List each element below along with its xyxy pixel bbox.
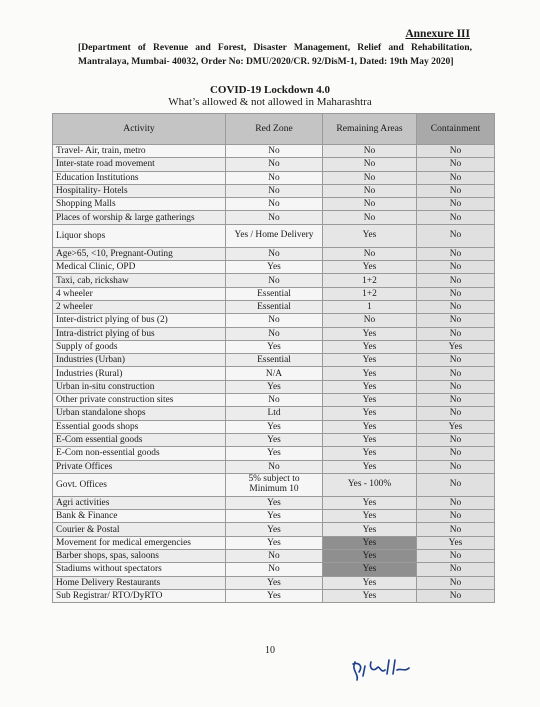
- table-row: [53, 211, 495, 224]
- remaining-areas-cell: 1+2: [323, 274, 417, 287]
- table-header-row: [53, 114, 495, 145]
- red-zone-cell: No: [226, 211, 323, 224]
- activity-cell: Barber shops, spas, saloons: [53, 550, 226, 563]
- activity-cell: Industries (Rural): [53, 367, 226, 380]
- containment-cell: No: [417, 460, 495, 473]
- remaining-areas-cell: No: [323, 247, 417, 260]
- table-row: [53, 563, 495, 576]
- red-zone-cell: No: [226, 145, 323, 158]
- table-row: [53, 589, 495, 602]
- red-zone-cell: No: [226, 550, 323, 563]
- containment-cell: No: [417, 198, 495, 211]
- activity-cell: E-Com non-essential goods: [53, 447, 226, 460]
- activity-cell: Inter-district plying of bus (2): [53, 314, 226, 327]
- activity-cell: Shopping Malls: [53, 198, 226, 211]
- red-zone-cell: Yes: [226, 536, 323, 549]
- red-zone-cell: No: [226, 327, 323, 340]
- containment-cell: No: [417, 473, 495, 496]
- column-header-remaining-areas: Remaining Areas: [323, 114, 417, 145]
- remaining-areas-cell: 1: [323, 300, 417, 313]
- table-row: [53, 327, 495, 340]
- red-zone-cell: Yes: [226, 510, 323, 523]
- table-row: [53, 510, 495, 523]
- red-zone-cell: Yes: [226, 447, 323, 460]
- activity-cell: Other private construction sites: [53, 394, 226, 407]
- red-zone-cell: Yes: [226, 420, 323, 433]
- activity-cell: Education Institutions: [53, 171, 226, 184]
- table-row: [53, 394, 495, 407]
- remaining-areas-cell: No: [323, 158, 417, 171]
- containment-cell: No: [417, 261, 495, 274]
- red-zone-cell: Yes: [226, 433, 323, 446]
- table-row: [53, 287, 495, 300]
- activity-cell: Supply of goods: [53, 340, 226, 353]
- containment-cell: No: [417, 496, 495, 509]
- activity-cell: Age>65, <10, Pregnant-Outing: [53, 247, 226, 260]
- containment-cell: No: [417, 523, 495, 536]
- red-zone-cell: Yes: [226, 496, 323, 509]
- containment-cell: No: [417, 224, 495, 247]
- activity-cell: Private Offices: [53, 460, 226, 473]
- table-row: [53, 380, 495, 393]
- red-zone-cell: No: [226, 394, 323, 407]
- containment-cell: No: [417, 447, 495, 460]
- activity-cell: Movement for medical emergencies: [53, 536, 226, 549]
- containment-cell: No: [417, 367, 495, 380]
- column-header-containment: Containment: [417, 114, 495, 145]
- activity-cell: Home Delivery Restaurants: [53, 576, 226, 589]
- column-header-activity: Activity: [53, 114, 226, 145]
- containment-cell: No: [417, 247, 495, 260]
- table-row: [53, 300, 495, 313]
- red-zone-cell: No: [226, 158, 323, 171]
- remaining-areas-cell: No: [323, 184, 417, 197]
- red-zone-cell: No: [226, 563, 323, 576]
- red-zone-cell: No: [226, 460, 323, 473]
- table-row: [53, 433, 495, 446]
- annexure-label: Annexure III: [405, 28, 470, 40]
- containment-cell: No: [417, 589, 495, 602]
- signature: [345, 652, 425, 684]
- remaining-areas-cell: Yes: [323, 460, 417, 473]
- activity-cell: Stadiums without spectators: [53, 563, 226, 576]
- table-row: [53, 536, 495, 549]
- table-row: [53, 460, 495, 473]
- table-body: [53, 145, 495, 603]
- containment-cell: No: [417, 394, 495, 407]
- containment-cell: No: [417, 576, 495, 589]
- containment-cell: No: [417, 211, 495, 224]
- table-row: [53, 198, 495, 211]
- activity-cell: Essential goods shops: [53, 420, 226, 433]
- red-zone-cell: No: [226, 314, 323, 327]
- activity-cell: 4 wheeler: [53, 287, 226, 300]
- activity-cell: Inter-state road movement: [53, 158, 226, 171]
- document-title: COVID-19 Lockdown 4.0: [209, 84, 331, 96]
- remaining-areas-cell: No: [323, 198, 417, 211]
- page-number: 10: [265, 645, 275, 656]
- remaining-areas-cell: Yes: [323, 420, 417, 433]
- remaining-areas-cell: Yes: [323, 354, 417, 367]
- remaining-areas-cell: Yes: [323, 576, 417, 589]
- table-row: [53, 447, 495, 460]
- remaining-areas-cell: Yes: [323, 327, 417, 340]
- containment-cell: Yes: [417, 536, 495, 549]
- activity-cell: Agri activities: [53, 496, 226, 509]
- remaining-areas-cell: Yes: [323, 394, 417, 407]
- containment-cell: No: [417, 158, 495, 171]
- remaining-areas-cell: Yes: [323, 496, 417, 509]
- table-row: [53, 184, 495, 197]
- table-row: [53, 314, 495, 327]
- remaining-areas-cell: Yes: [323, 510, 417, 523]
- containment-cell: No: [417, 300, 495, 313]
- remaining-areas-cell: Yes: [323, 261, 417, 274]
- remaining-areas-cell: Yes: [323, 433, 417, 446]
- table-row: [53, 274, 495, 287]
- red-zone-cell: Yes: [226, 380, 323, 393]
- red-zone-cell: Yes: [226, 340, 323, 353]
- containment-cell: No: [417, 433, 495, 446]
- activity-cell: Courier & Postal: [53, 523, 226, 536]
- red-zone-cell: Yes: [226, 589, 323, 602]
- red-zone-cell: Yes / Home Delivery: [226, 224, 323, 247]
- remaining-areas-cell: Yes - 100%: [323, 473, 417, 496]
- activity-cell: E-Com essential goods: [53, 433, 226, 446]
- red-zone-cell: No: [226, 184, 323, 197]
- table-row: [53, 261, 495, 274]
- table-row: [53, 224, 495, 247]
- activity-cell: Places of worship & large gatherings: [53, 211, 226, 224]
- activity-cell: Govt. Offices: [53, 473, 226, 496]
- activity-cell: Intra-district plying of bus: [53, 327, 226, 340]
- table-row: [53, 550, 495, 563]
- containment-cell: No: [417, 274, 495, 287]
- activity-cell: Medical Clinic, OPD: [53, 261, 226, 274]
- remaining-areas-cell: Yes: [323, 340, 417, 353]
- remaining-areas-cell: Yes: [323, 447, 417, 460]
- table-row: [53, 420, 495, 433]
- column-header-red-zone: Red Zone: [226, 114, 323, 145]
- red-zone-cell: No: [226, 171, 323, 184]
- table-row: [53, 171, 495, 184]
- containment-cell: No: [417, 550, 495, 563]
- containment-cell: Yes: [417, 420, 495, 433]
- table-row: [53, 473, 495, 496]
- red-zone-cell: No: [226, 198, 323, 211]
- red-zone-cell: N/A: [226, 367, 323, 380]
- remaining-areas-cell: No: [323, 314, 417, 327]
- remaining-areas-cell: Yes: [323, 589, 417, 602]
- remaining-areas-cell: No: [323, 145, 417, 158]
- remaining-areas-cell: Yes: [323, 523, 417, 536]
- remaining-areas-cell: Yes: [323, 550, 417, 563]
- table-row: [53, 523, 495, 536]
- containment-cell: No: [417, 145, 495, 158]
- remaining-areas-cell: Yes: [323, 380, 417, 393]
- activity-cell: Urban in-situ construction: [53, 380, 226, 393]
- red-zone-cell: No: [226, 247, 323, 260]
- containment-cell: No: [417, 563, 495, 576]
- lockdown-activity-table: [52, 113, 495, 603]
- table-row: [53, 496, 495, 509]
- red-zone-cell: 5% subject to Minimum 10: [226, 473, 323, 496]
- table-row: [53, 354, 495, 367]
- containment-cell: Yes: [417, 340, 495, 353]
- remaining-areas-cell: Yes: [323, 536, 417, 549]
- red-zone-cell: Yes: [226, 576, 323, 589]
- red-zone-cell: Yes: [226, 523, 323, 536]
- remaining-areas-cell: Yes: [323, 563, 417, 576]
- red-zone-cell: No: [226, 274, 323, 287]
- red-zone-cell: Essential: [226, 354, 323, 367]
- activity-cell: Taxi, cab, rickshaw: [53, 274, 226, 287]
- containment-cell: No: [417, 171, 495, 184]
- table-row: [53, 340, 495, 353]
- remaining-areas-cell: 1+2: [323, 287, 417, 300]
- table-row: [53, 247, 495, 260]
- remaining-areas-cell: Yes: [323, 367, 417, 380]
- table-row: [53, 367, 495, 380]
- activity-cell: 2 wheeler: [53, 300, 226, 313]
- activity-cell: Bank & Finance: [53, 510, 226, 523]
- activity-cell: Sub Registrar/ RTO/DyRTO: [53, 589, 226, 602]
- containment-cell: No: [417, 380, 495, 393]
- remaining-areas-cell: No: [323, 171, 417, 184]
- table-row: [53, 158, 495, 171]
- table-row: [53, 576, 495, 589]
- containment-cell: No: [417, 327, 495, 340]
- red-zone-cell: Essential: [226, 287, 323, 300]
- activity-cell: Liquor shops: [53, 224, 226, 247]
- activity-cell: Urban standalone shops: [53, 407, 226, 420]
- red-zone-cell: Ltd: [226, 407, 323, 420]
- document-subtitle: What’s allowed & not allowed in Maharashtra: [168, 96, 372, 108]
- department-order-reference: [Department of Revenue and Forest, Disaster Management, Relief and Rehabilitation, Mantralaya, Mumbai- 40032, Order No: DMU/2020/CR. 92/DisM-1, Dated: 19th May 2020]: [78, 42, 472, 67]
- red-zone-cell: Essential: [226, 300, 323, 313]
- containment-cell: No: [417, 314, 495, 327]
- activity-cell: Industries (Urban): [53, 354, 226, 367]
- red-zone-cell: Yes: [226, 261, 323, 274]
- containment-cell: No: [417, 287, 495, 300]
- activity-cell: Hospitality- Hotels: [53, 184, 226, 197]
- activity-cell: Travel- Air, train, metro: [53, 145, 226, 158]
- remaining-areas-cell: Yes: [323, 407, 417, 420]
- containment-cell: No: [417, 184, 495, 197]
- containment-cell: No: [417, 510, 495, 523]
- remaining-areas-cell: No: [323, 211, 417, 224]
- table-row: [53, 145, 495, 158]
- remaining-areas-cell: Yes: [323, 224, 417, 247]
- containment-cell: No: [417, 354, 495, 367]
- containment-cell: No: [417, 407, 495, 420]
- table-row: [53, 407, 495, 420]
